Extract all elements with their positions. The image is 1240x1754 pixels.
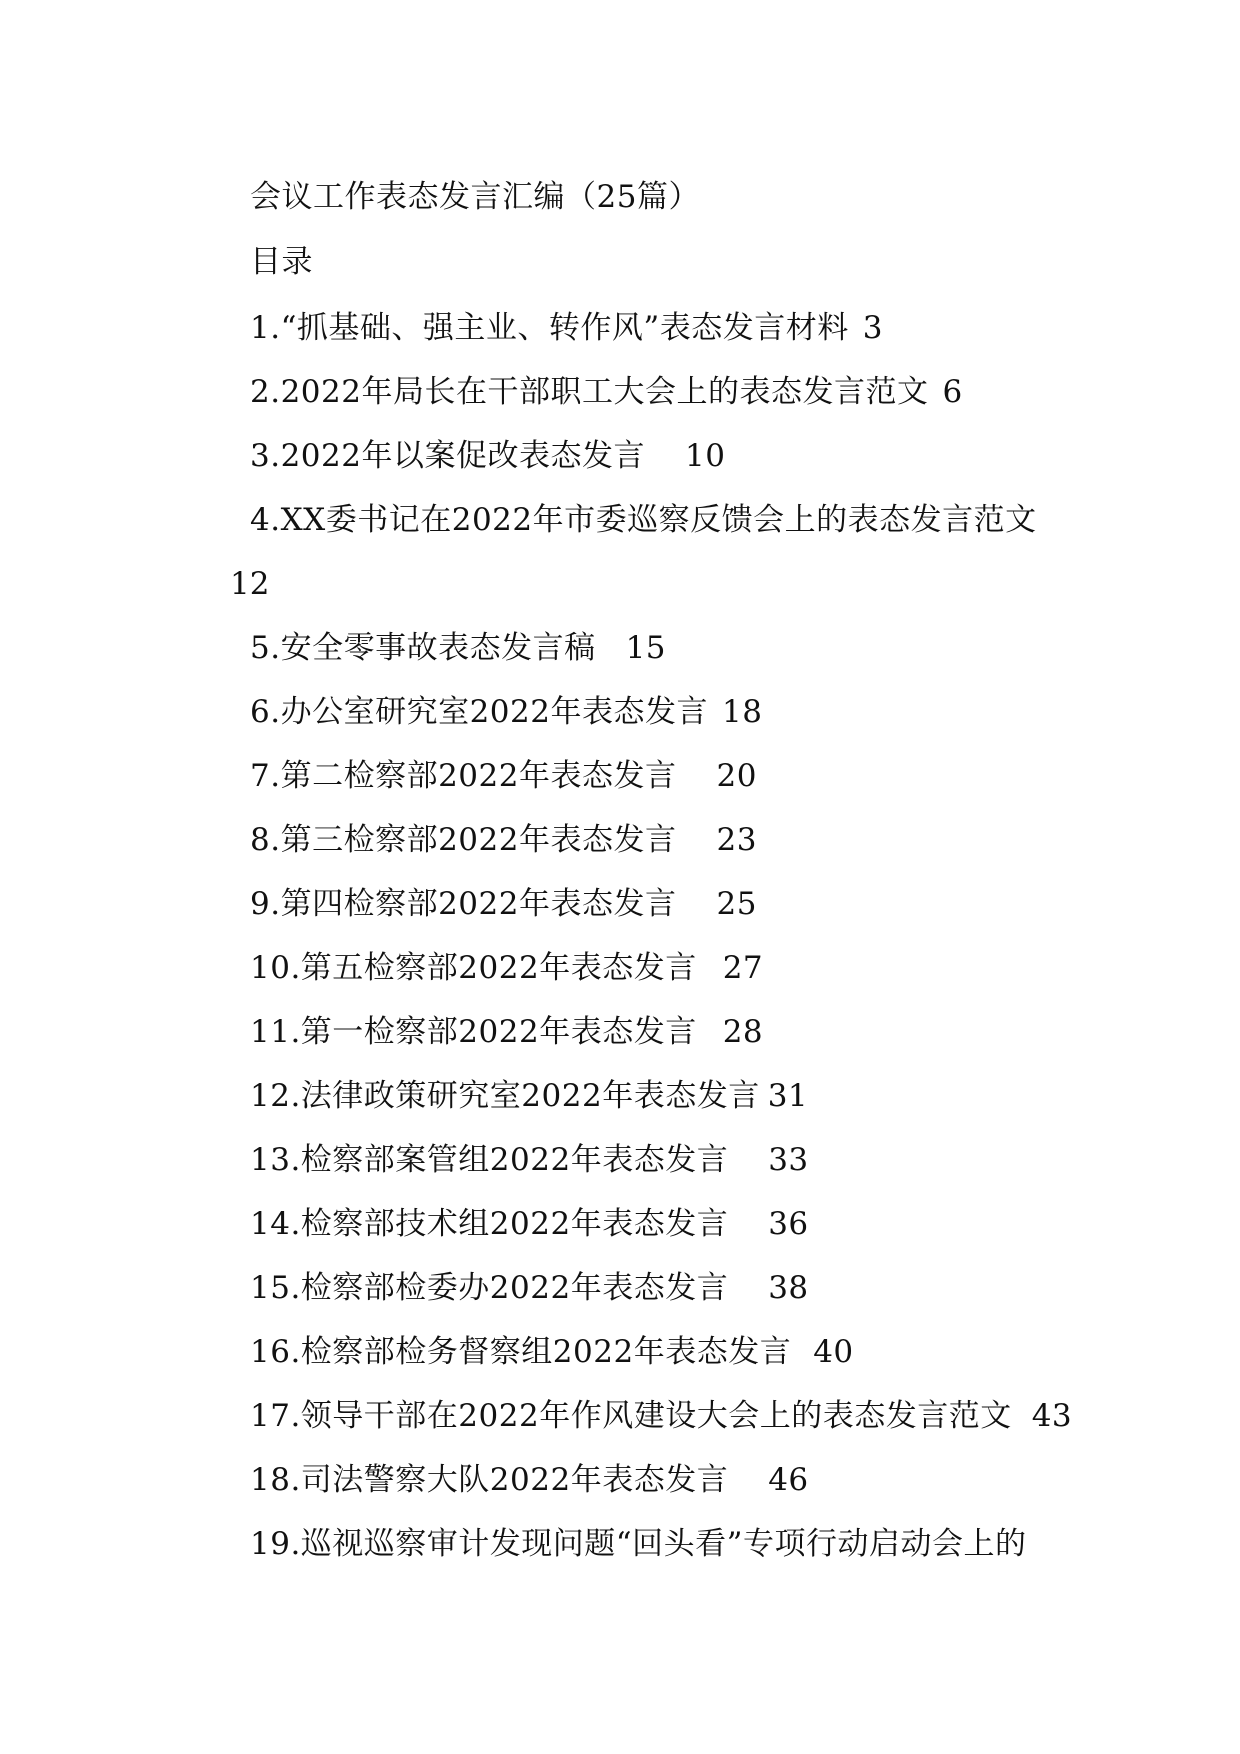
toc-entry-title: 19.巡视巡察审计发现问题“回头看”专项行动启动会上的 [250,1526,1027,1562]
toc-entry-title: 15.检察部检委办2022年表态发言 [250,1270,729,1306]
toc-entry-title: 12.法律政策研究室2022年表态发言 [250,1078,760,1114]
toc-entry[interactable] [250,628,666,668]
toc-entry-title: 8.第三检察部2022年表态发言 [250,822,677,858]
toc-entry-page: 18 [721,694,763,730]
toc-entry[interactable] [250,1396,1072,1436]
toc-entry-title: 6.办公室研究室2022年表态发言 [250,694,708,730]
toc-entry[interactable] [250,1268,809,1308]
toc-entry-page: 46 [768,1462,809,1498]
toc-entry-page: 38 [768,1270,809,1306]
toc-entry[interactable] [250,1460,809,1500]
toc-entry-title: 16.检察部检务督察组2022年表态发言 [250,1334,792,1370]
toc-entry[interactable] [250,820,757,860]
toc-entry[interactable] [250,436,725,476]
toc-entry-title: 13.检察部案管组2022年表态发言 [250,1142,729,1178]
toc-entry-title: 14.检察部技术组2022年表态发言 [250,1206,729,1242]
toc-entry-page: 40 [813,1334,854,1370]
toc-entry-page: 20 [716,758,757,794]
toc-entry-title: 4.XX委书记在2022年市委巡察反馈会上的表态发言范文 [250,502,1037,538]
toc-entry[interactable] [250,1204,809,1244]
toc-entry[interactable] [250,692,762,732]
toc-entry-title: 9.第四检察部2022年表态发言 [250,886,677,922]
toc-entry-page: 10 [684,438,726,474]
toc-entry[interactable] [250,1076,808,1116]
toc-entry-title: 10.第五检察部2022年表态发言 [250,950,697,986]
toc-entry[interactable] [250,756,757,796]
toc-entry[interactable] [250,1332,854,1372]
toc-entry[interactable] [250,1140,809,1180]
toc-entry-title: 1.“抓基础、强主业、转作风”表态发言材料 [250,310,849,346]
toc-entry[interactable] [250,1012,763,1052]
toc-entry-page: 15 [625,630,667,666]
toc-entry-title: 7.第二检察部2022年表态发言 [250,758,677,794]
toc-entry-title: 3.2022年以案促改表态发言 [250,438,645,474]
toc-entry-page-wrapped: 12 [230,566,270,602]
toc-entry-page: 27 [722,950,764,986]
toc-entry-page: 33 [768,1142,809,1178]
toc-entry-page: 43 [1031,1398,1073,1434]
toc-entry[interactable] [250,948,763,988]
toc-entry[interactable] [250,1524,1027,1564]
toc-entry-title: 11.第一检察部2022年表态发言 [250,1014,697,1050]
toc-entry-page: 28 [722,1014,764,1050]
toc-entry-title: 17.领导干部在2022年作风建设大会上的表态发言范文 [250,1398,1012,1434]
document-title: 会议工作表态发言汇编（25篇） [250,179,700,215]
toc-entry[interactable] [250,884,757,924]
toc-heading: 目录 [250,244,313,280]
toc-entry-page: 36 [768,1206,809,1242]
toc-entry-page: 31 [767,1078,809,1114]
toc-entry-title: 18.司法警察大队2022年表态发言 [250,1462,729,1498]
toc-entry-page: 23 [716,822,757,858]
toc-entry-title: 2.2022年局长在干部职工大会上的表态发言范文 [250,374,929,410]
toc-entry-page: 25 [716,886,757,922]
toc-entry-page: 6 [942,374,963,410]
toc-entry-title: 5.安全零事故表态发言稿 [250,630,596,666]
toc-entry[interactable] [250,308,883,348]
toc-entry[interactable] [250,500,1037,540]
toc-entry-page: 3 [862,310,884,346]
toc-entry[interactable] [250,372,963,412]
